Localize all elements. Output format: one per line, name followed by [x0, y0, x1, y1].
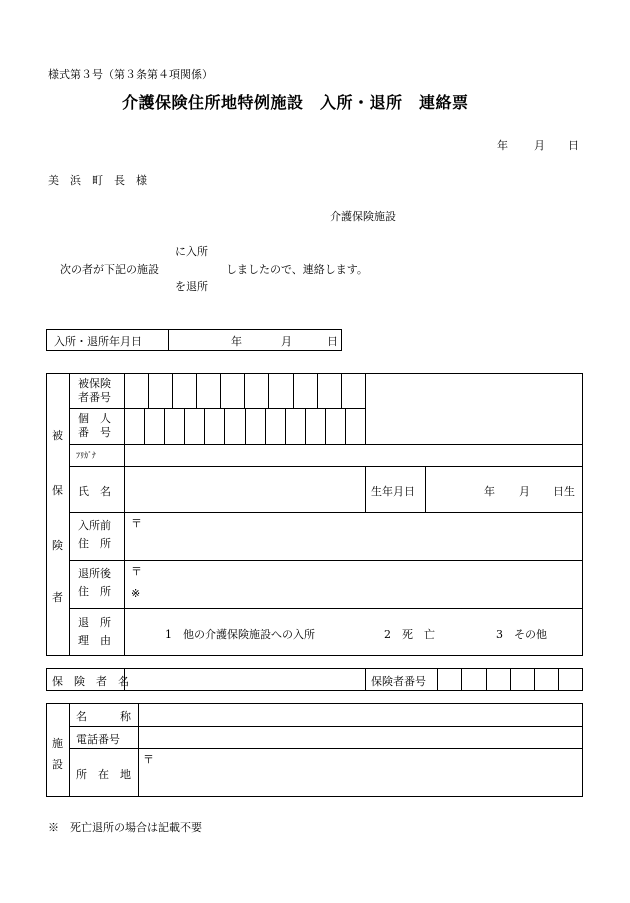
move-date-day[interactable]: 日 — [327, 335, 338, 348]
furigana-label: ﾌﾘｶﾞﾅ — [76, 451, 96, 460]
birth-day[interactable]: 日生 — [553, 485, 575, 498]
insured-number-label-1: 被保険 — [78, 377, 111, 390]
address-before-label-2: 住 所 — [78, 537, 111, 550]
option-enter: に入所 — [175, 245, 208, 258]
move-date-month[interactable]: 月 — [281, 335, 292, 348]
form-number: 様式第３号（第３条第４項関係） — [48, 68, 213, 81]
facility-signature-label: 介護保険施設 — [330, 210, 396, 223]
reason-option-3[interactable]: 3 その他 — [496, 628, 547, 641]
notice-suffix: しましたので、連絡します。 — [226, 263, 368, 276]
footnote: ※ 死亡退所の場合は記載不要 — [48, 821, 202, 834]
reason-label-2: 理 由 — [78, 634, 111, 647]
page-title: 介護保険住所地特例施設 入所・退所 連絡票 — [122, 93, 469, 112]
notice-prefix: 次の者が下記の施設 — [60, 263, 159, 276]
insured-number-label-2: 者番号 — [78, 391, 111, 404]
facility-address-label: 所 在 地 — [76, 768, 131, 781]
insured-section-char-1: 被 — [52, 429, 63, 442]
insured-table — [46, 373, 583, 656]
facility-postal-mark: 〒 — [143, 753, 154, 766]
insurer-name-label: 保 険 者 名 — [52, 675, 129, 688]
birth-label: 生年月日 — [371, 485, 415, 498]
postal-mark-before: 〒 — [131, 517, 142, 530]
insured-section-char-4: 者 — [52, 591, 63, 604]
address-after-label-1: 退所後 — [78, 567, 111, 580]
address-after-label-2: 住 所 — [78, 585, 111, 598]
date-year-label: 年 — [497, 139, 508, 152]
insured-section-char-3: 険 — [52, 539, 63, 552]
move-date-year[interactable]: 年 — [231, 335, 242, 348]
personal-number-label-2: 番 号 — [78, 426, 111, 439]
facility-name-label: 名 称 — [76, 710, 131, 723]
note-mark: ※ — [131, 587, 141, 600]
name-label: 氏 名 — [78, 485, 111, 498]
addressee: 美 浜 町 長 様 — [48, 174, 147, 187]
option-leave: を退所 — [175, 280, 208, 293]
facility-section-char-2: 設 — [52, 758, 63, 771]
address-before-label-1: 入所前 — [78, 519, 111, 532]
insurer-number-label: 保険者番号 — [371, 675, 426, 688]
postal-mark-after: 〒 — [131, 565, 142, 578]
reason-label-1: 退 所 — [78, 616, 111, 629]
birth-month[interactable]: 月 — [519, 485, 530, 498]
date-day-label: 日 — [568, 139, 579, 152]
date-month-label: 月 — [534, 139, 545, 152]
move-date-label: 入所・退所年月日 — [54, 335, 142, 348]
reason-option-1[interactable]: 1 他の介護保険施設への入所 — [165, 628, 315, 641]
reason-option-2[interactable]: 2 死 亡 — [384, 628, 435, 641]
facility-phone-label: 電話番号 — [76, 733, 120, 746]
personal-number-label-1: 個 人 — [78, 412, 111, 425]
birth-year[interactable]: 年 — [484, 485, 495, 498]
facility-section-char-1: 施 — [52, 737, 63, 750]
insured-section-char-2: 保 — [52, 484, 63, 497]
